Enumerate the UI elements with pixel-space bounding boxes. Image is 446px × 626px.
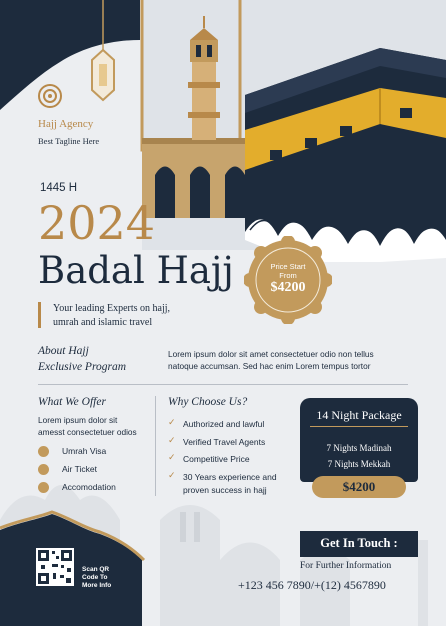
offer-body-line1: Lorem ipsum dolor sit	[38, 415, 118, 425]
offer-body	[38, 414, 137, 438]
contact-phones: +123 456 7890/+(12) 4567890	[238, 578, 386, 592]
package-price: $4200	[342, 479, 376, 494]
qr-line3: More Info	[82, 582, 112, 589]
qr-line1: Scan QR	[82, 566, 110, 573]
about-body-line2: natoque accumsan. Sed hac enim Lorem tempus tortor	[168, 361, 371, 371]
brand-tagline: Best Tagline Here	[38, 136, 100, 146]
about-body-line1: Lorem ipsum dolor sit amet consectetuer odio non tellus	[168, 349, 374, 359]
hero-subtitle	[53, 302, 170, 330]
year-heading: 2024	[38, 196, 156, 250]
why-item: Competitive Price	[183, 454, 250, 464]
price-badge-price: $4200	[270, 280, 306, 295]
qr-code-icon[interactable]	[36, 548, 74, 586]
offer-item-accommodation: Accomodation	[62, 482, 116, 492]
accent-bar	[38, 302, 41, 328]
offer-item-air-ticket: Air Ticket	[62, 464, 97, 474]
offer-body-line2: amesst consectetuer odios	[38, 427, 137, 437]
price-badge-line2: From	[279, 271, 297, 280]
offer-item-umrah-visa: Umrah Visa	[62, 446, 107, 456]
hijri-year: 1445 H	[40, 182, 78, 194]
check-icon: ✓	[168, 418, 176, 428]
flower-emblem-icon	[38, 84, 62, 108]
bullet-dot	[38, 464, 49, 475]
section-divider	[38, 384, 408, 385]
package-line2: 7 Nights Mekkah	[327, 459, 391, 469]
about-heading	[38, 343, 126, 375]
contact-sub: For Further Information	[300, 561, 392, 571]
check-icon: ✓	[168, 436, 176, 446]
price-badge-text	[244, 262, 332, 280]
brand-name: Hajj Agency	[38, 118, 94, 130]
qr-caption	[82, 566, 111, 590]
about-body	[168, 348, 374, 372]
check-icon: ✓	[168, 471, 176, 481]
qr-line2: Code To	[82, 574, 108, 581]
offer-heading: What We Offer	[38, 396, 106, 408]
why-item: Authorized and lawful	[183, 419, 265, 429]
price-badge-line1: Price Start	[270, 262, 306, 271]
about-heading-line2: Exclusive Program	[38, 361, 127, 373]
why-item: 30 Years experience and	[183, 472, 277, 482]
package-line1: 7 Nights Madinah	[326, 443, 392, 453]
why-heading: Why Choose Us?	[168, 396, 248, 408]
package-details	[300, 440, 418, 472]
contact-heading: Get In Touch :	[320, 536, 398, 550]
about-heading-line1: About Hajj	[38, 345, 89, 357]
bullet-dot	[38, 482, 49, 493]
subtitle-line2: umrah and islamic travel	[53, 317, 153, 328]
why-item: Verified Travel Agents	[183, 437, 266, 447]
subtitle-line1: Your leading Experts on hajj,	[53, 303, 171, 314]
mosque-wall-illustration	[142, 138, 252, 218]
why-item-continued: proven success in hajj	[183, 485, 267, 495]
bullet-dot	[38, 446, 49, 457]
package-divider	[310, 426, 408, 427]
title-heading: Badal Hajj	[38, 249, 234, 292]
column-divider	[155, 396, 156, 496]
check-icon: ✓	[168, 453, 176, 463]
package-title: 14 Night Package	[316, 408, 402, 422]
